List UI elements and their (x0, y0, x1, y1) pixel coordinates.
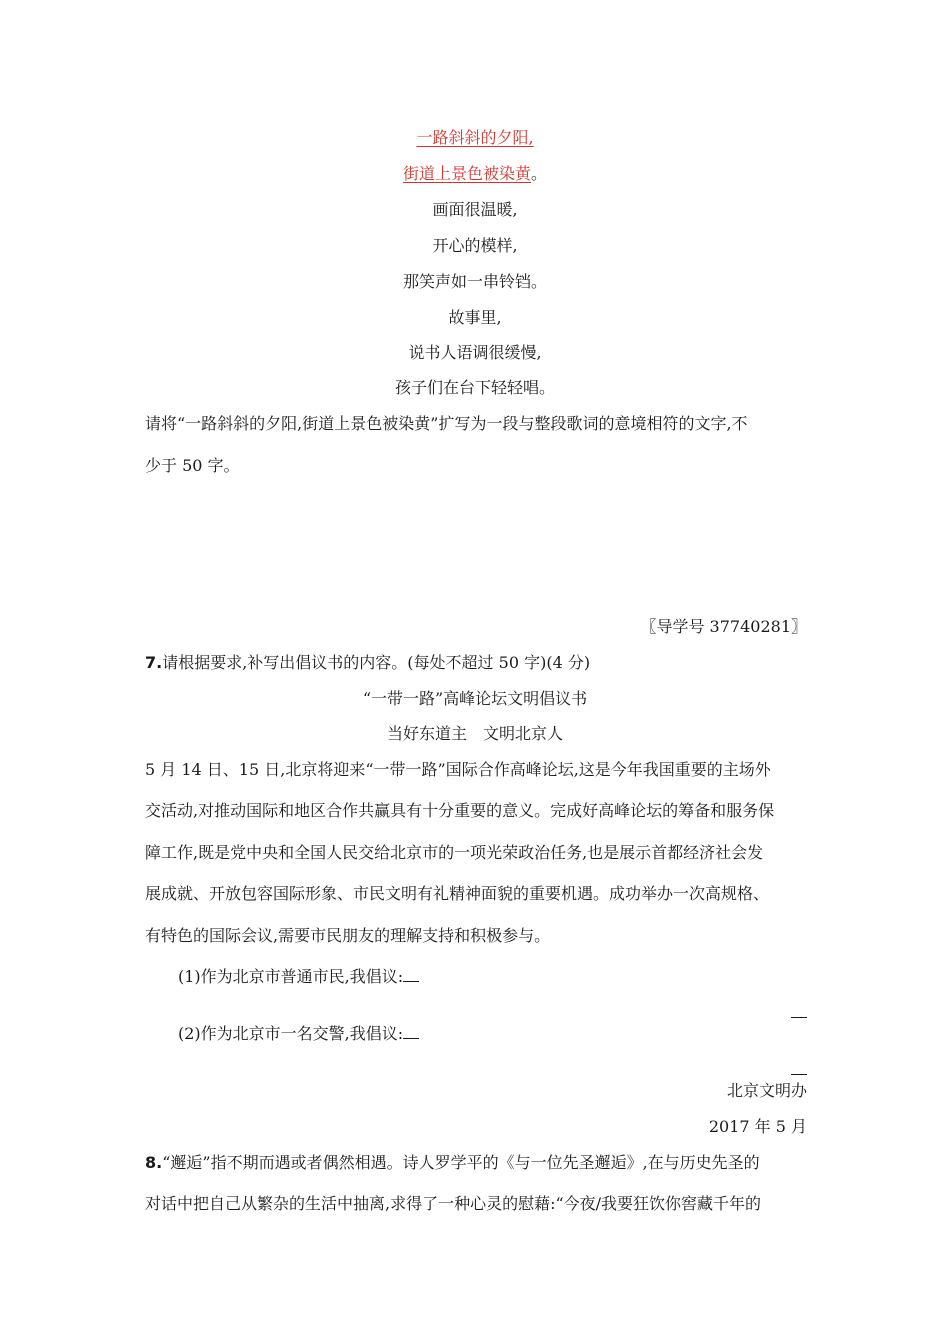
proposal-item-1: (1)作为北京市普通市民,我倡议: (178, 966, 419, 988)
q8-line-2: 对话中把自己从繁杂的生活中抽离,求得了一种心灵的慰藉:“今夜/我要狂饮你窖藏千年的 (145, 1194, 762, 1213)
lyric-line: 故事里, (448, 308, 502, 327)
proposal-date: 2017 年 5 月 (708, 1117, 807, 1136)
q8-number: 8. (145, 1153, 163, 1172)
answer-blank[interactable] (403, 967, 419, 982)
proposal-body-line: 5 月 14 日、15 日,北京将迎来“一带一路”国际合作高峰论坛,这是今年我国重要的主场外 (145, 760, 771, 779)
proposal-signature: 北京文明办 (726, 1081, 807, 1100)
proposal-subtitle: 当好东道主 文明北京人 (386, 724, 563, 743)
q6-instruction-line-2: 少于 50 字。 (145, 456, 240, 475)
lyric-line: 那笑声如一串铃铛。 (402, 272, 547, 291)
lyric-line: 孩子们在台下轻轻唱。 (394, 378, 555, 397)
q8-line-1: 8.“邂逅”指不期而遇或者偶然相遇。诗人罗学平的《与一位先圣邂逅》,在与历史先圣的 (145, 1153, 760, 1172)
answer-blank-end[interactable] (791, 1016, 807, 1018)
q7-number: 7. (145, 653, 163, 672)
proposal-body-line: 有特色的国际会议,需要市民朋友的理解支持和积极参与。 (145, 926, 551, 945)
lyric-red-line-1: 一路斜斜的夕阳, (416, 128, 534, 147)
lyric-line: 说书人语调很缓慢, (408, 343, 542, 362)
answer-blank-end[interactable] (791, 1073, 807, 1075)
lyric-red-line-2: 街道上景色被染黄。 (402, 164, 548, 183)
q6-instruction-line-1: 请将“一路斜斜的夕阳,街道上景色被染黄”扩写为一段与整段歌词的意境相符的文字,不 (145, 414, 748, 433)
proposal-item-2: (2)作为北京市一名交警,我倡议: (178, 1023, 419, 1045)
proposal-body-line: 障工作,既是党中央和全国人民交给北京市的一项光荣政治任务,也是展示首都经济社会发 (145, 843, 764, 862)
q7-prompt: 7.请根据要求,补写出倡议书的内容。(每处不超过 50 字)(4 分) (145, 653, 591, 672)
proposal-body-line: 交活动,对推动国际和地区合作共赢具有十分重要的意义。完成好高峰论坛的筹备和服务保 (145, 801, 775, 820)
lyric-line: 画面很温暖, (432, 200, 518, 219)
guide-reference-number: 〖导学号 37740281〗 (640, 617, 807, 636)
proposal-body-line: 展成就、开放包容国际形象、市民文明有礼精神面貌的重要机遇。成功举办一次高规格、 (145, 884, 770, 903)
proposal-title: “一带一路”高峰论坛文明倡议书 (362, 689, 588, 708)
lyric-line: 开心的模样, (432, 236, 518, 255)
answer-blank[interactable] (403, 1024, 419, 1039)
